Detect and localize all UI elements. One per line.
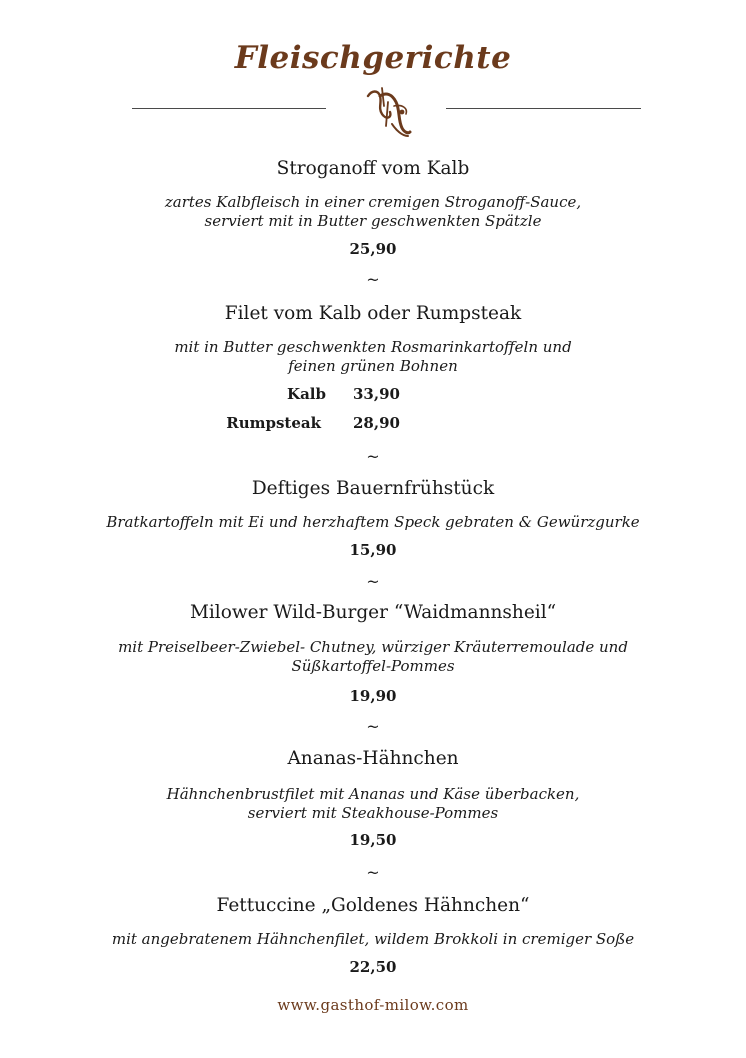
dish-desc-line: mit in Butter geschwenkten Rosmarinkartoffeln und (174, 338, 572, 356)
option-price-rumpsteak: 28,90 (353, 414, 400, 432)
dish-desc-line: feinen grünen Bohnen (288, 357, 458, 375)
dish-price: 19,50 (349, 831, 397, 849)
dish-name-bauernfruehstueck: Deftiges Bauernfrühstück (251, 478, 495, 499)
separator-tilde: ~ (366, 572, 380, 591)
dish-desc-line: Süßkartoffel-Pommes (291, 657, 455, 675)
page-title: Fleischgerichte (234, 40, 512, 76)
title-rule-right (446, 108, 641, 109)
dish-desc-line: Bratkartoffeln mit Ei und herzhaftem Speck gebraten & Gewürzgurke (106, 513, 640, 531)
separator-tilde: ~ (366, 447, 380, 466)
dish-desc-line: mit angebratenem Hähnchenfilet, wildem Brokkoli in cremiger Soße (111, 930, 635, 948)
dish-price: 19,90 (349, 687, 397, 705)
dish-desc-line: mit Preiselbeer-Zwiebel- Chutney, würziger Kräuterremoulade und (118, 638, 628, 656)
separator-tilde: ~ (366, 717, 380, 736)
option-label-rumpsteak: Rumpsteak (226, 414, 321, 432)
dish-desc-line: serviert mit in Butter geschwenkten Spätzle (204, 212, 542, 230)
dish-price: 25,90 (349, 240, 397, 258)
dish-desc-line: Hähnchenbrustfilet mit Ananas und Käse überbacken, (166, 785, 580, 803)
calligraphic-flourish-icon (362, 84, 414, 140)
separator-tilde: ~ (366, 270, 380, 289)
title-rule-left (132, 108, 326, 109)
dish-name-fettuccine: Fettuccine „Goldenes Hähnchen“ (216, 895, 530, 916)
dish-price: 15,90 (349, 541, 397, 559)
dish-name-stroganoff: Stroganoff vom Kalb (276, 158, 470, 179)
dish-name-ananas-haehnchen: Ananas-Hähnchen (287, 748, 459, 769)
option-price-kalb: 33,90 (353, 385, 400, 403)
website-link[interactable]: www.gasthof-milow.com (277, 996, 469, 1014)
separator-tilde: ~ (366, 863, 380, 882)
dish-name-wild-burger: Milower Wild-Burger “Waidmannsheil“ (189, 602, 557, 623)
dish-desc-line: serviert mit Steakhouse-Pommes (247, 804, 499, 822)
dish-name-filet: Filet vom Kalb oder Rumpsteak (224, 303, 522, 324)
dish-price: 22,50 (349, 958, 397, 976)
option-label-kalb: Kalb (287, 385, 326, 403)
dish-desc-line: zartes Kalbfleisch in einer cremigen Stroganoff-Sauce, (164, 193, 582, 211)
